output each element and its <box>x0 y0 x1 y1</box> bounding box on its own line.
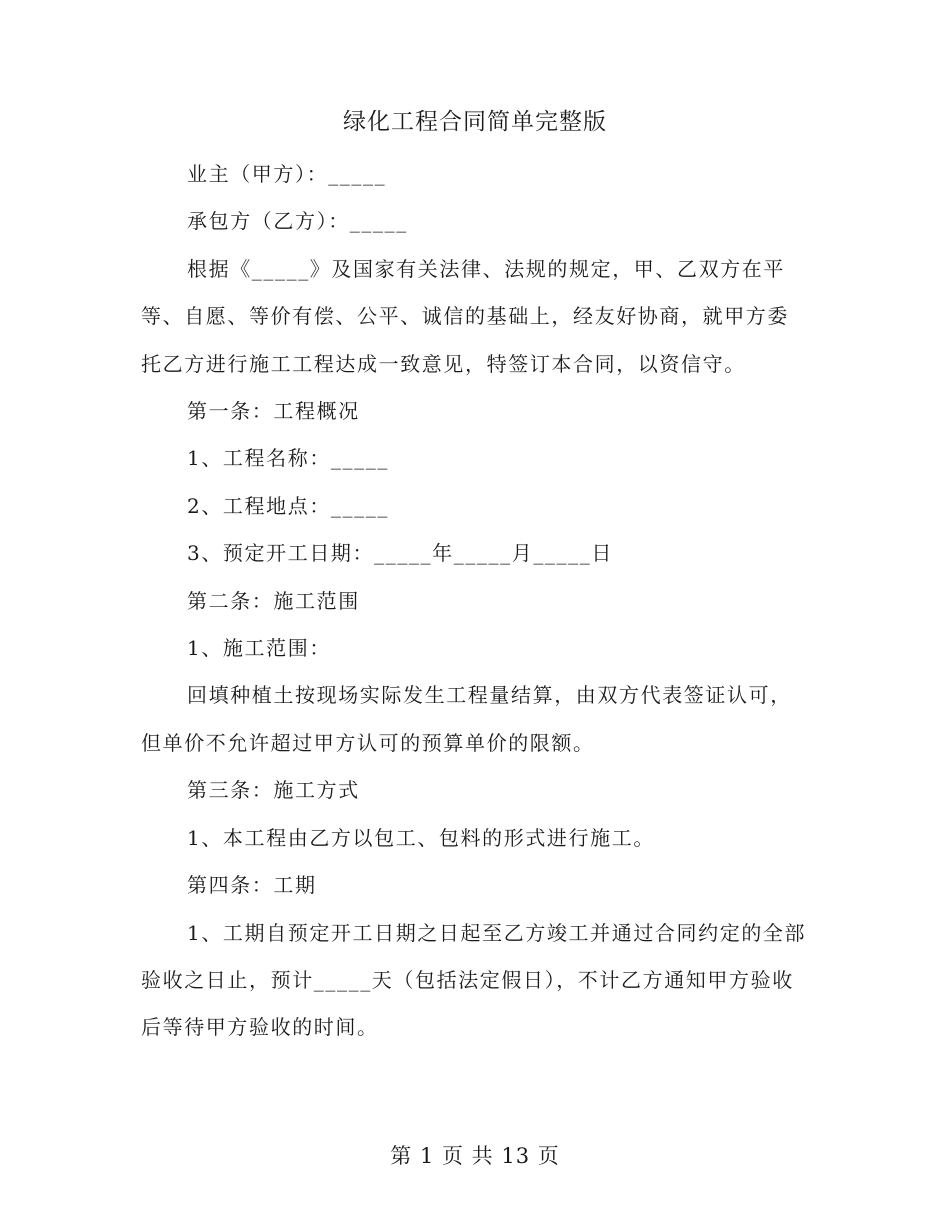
preamble-line-2: 等、自愿、等价有偿、公平、诚信的基础上，经友好协商，就甲方委 <box>141 304 789 329</box>
method-line: 1、本工程由乙方以包工、包料的形式进行施工。 <box>187 825 655 850</box>
duration-line-2: 验收之日止，预计_____天（包括法定假日），不计乙方通知甲方验收 <box>141 967 794 992</box>
article-1-heading: 第一条：工程概况 <box>187 399 360 424</box>
scope-detail-line-2: 但单价不允许超过甲方认可的预算单价的限额。 <box>141 730 595 755</box>
document-body <box>141 151 816 1052</box>
article-3-heading: 第三条：施工方式 <box>187 778 360 803</box>
project-name-line: 1、工程名称：_____ <box>187 446 389 471</box>
scope-detail-line-1: 回填种植土按现场实际发生工程量结算，由双方代表签证认可， <box>187 683 792 708</box>
duration-line-3: 后等待甲方验收的时间。 <box>141 1015 379 1040</box>
party-a-line: 业主（甲方）：_____ <box>187 162 387 186</box>
page-number: 第 1 页 共 13 页 <box>390 1144 560 1168</box>
start-date-line: 3、预定开工日期：_____年_____月_____日 <box>187 541 613 566</box>
scope-line: 1、施工范围： <box>187 636 331 661</box>
article-4-heading: 第四条：工期 <box>187 873 317 898</box>
project-location-line: 2、工程地点：_____ <box>187 493 389 518</box>
party-b-line: 承包方（乙方）：_____ <box>187 209 408 234</box>
preamble-line-3: 托乙方进行施工工程达成一致意见，特签订本合同，以资信守。 <box>141 351 746 376</box>
preamble-line-1: 根据《_____》及国家有关法律、法规的规定，甲、乙双方在平 <box>187 256 785 281</box>
article-2-heading: 第二条：施工范围 <box>187 588 360 613</box>
document-title: 绿化工程合同简单完整版 <box>343 109 607 135</box>
duration-line-1: 1、工期自预定开工日期之日起至乙方竣工并通过合同约定的全部 <box>187 920 807 945</box>
